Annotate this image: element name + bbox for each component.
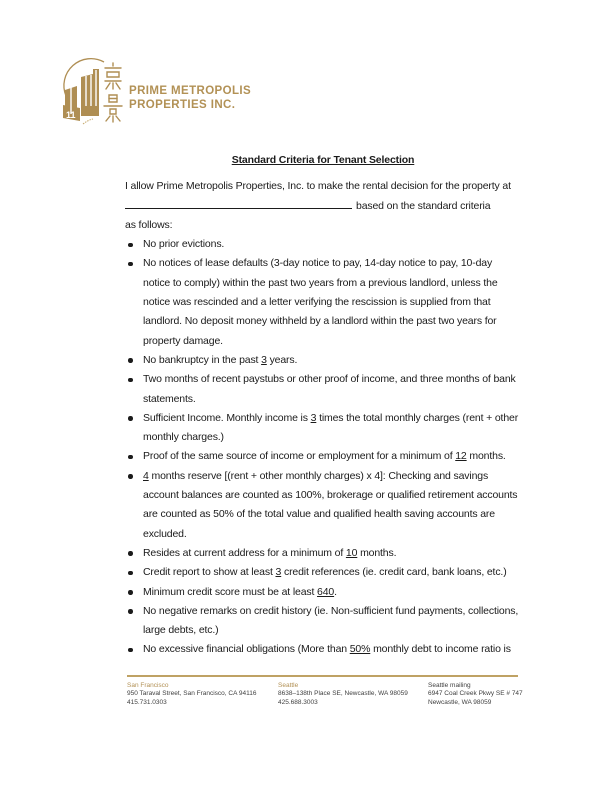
criteria-text: months reserve [(rent + other monthly charges) x 4]: Checking and savings account balances are counted as 100%, brokerage or qualified retirement accounts are counted as 50% of the total value and qualified health saving accounts are excluded. xyxy=(143,469,518,540)
footer-office-line: 6947 Coal Creek Pkwy SE # 747 xyxy=(428,690,523,698)
footer-office-line: 415.731.0303 xyxy=(127,698,167,706)
criteria-underlined-value: 3 xyxy=(261,353,267,366)
criteria-text: No notices of lease defaults (3-day notice to pay, 14-day notice to pay, 10-day notice to comply) within the past two years from a previous landlord, unless the notice was rescinded and a letter verifying the rescission is supplied from that landlord. No deposit money withheld by a landlord within the past two years for property damage. xyxy=(143,257,498,347)
criteria-text: monthly debt to income ratio is xyxy=(370,643,511,656)
footer-divider xyxy=(127,675,518,677)
chinese-character-hao xyxy=(105,63,121,89)
footer-office-column xyxy=(127,682,278,707)
criteria-text: Two months of recent paystubs or other proof of income, and three months of bank statements. xyxy=(143,373,516,405)
criteria-item xyxy=(125,602,521,641)
criteria-underlined-value: 10 xyxy=(345,546,358,559)
criteria-text: Minimum credit score must be at least xyxy=(143,585,318,598)
intro-paragraph xyxy=(125,177,521,235)
footer-office-line: 425.688.3003 xyxy=(278,698,318,706)
criteria-underlined-value: 50% xyxy=(349,643,371,656)
criteria-item xyxy=(125,447,521,466)
criteria-text: No excessive financial obligations (More than xyxy=(143,643,350,656)
criteria-list xyxy=(125,235,521,660)
criteria-text: No prior evictions. xyxy=(143,238,225,251)
criteria-underlined-value: 640 xyxy=(317,585,335,598)
criteria-item xyxy=(125,235,521,254)
criteria-item xyxy=(125,254,521,350)
criteria-text: Resides at current address for a minimum of xyxy=(143,546,346,559)
chinese-character-jing xyxy=(104,95,122,122)
company-wordmark xyxy=(129,84,251,112)
criteria-underlined-value: 4 xyxy=(143,469,149,482)
logo-number: 11 xyxy=(66,110,76,120)
property-address-blank xyxy=(125,198,352,209)
criteria-text: credit references (ie. credit card, bank loans, etc.) xyxy=(281,566,507,579)
criteria-text: Proof of the same source of income or employment for a minimum of xyxy=(143,450,456,463)
criteria-underlined-value: 12 xyxy=(455,450,467,463)
criteria-text: months. xyxy=(357,546,397,559)
company-logo-icon xyxy=(60,56,132,136)
footer-office-column xyxy=(278,682,428,707)
criteria-item xyxy=(125,544,521,563)
company-name-line2: PROPERTIES INC. xyxy=(129,99,236,111)
criteria-item xyxy=(125,583,521,602)
criteria-text: No negative remarks on credit history (ie. Non-sufficient fund payments, collections, large debts, etc.) xyxy=(143,604,519,637)
criteria-item xyxy=(125,640,521,659)
document-content xyxy=(125,151,521,660)
footer-office-name: Seattle xyxy=(278,682,299,689)
intro-line2-suffix: based on the standard criteria xyxy=(356,199,491,212)
footer-offices xyxy=(127,682,547,707)
criteria-underlined-value: 3 xyxy=(310,411,317,424)
criteria-item xyxy=(125,370,521,409)
intro-line1: I allow Prime Metropolis Properties, Inc. to make the rental decision for the property at xyxy=(125,180,511,193)
intro-line3: as follows: xyxy=(125,218,173,231)
footer-office-line: 950 Taraval Street, San Francisco, CA 94116 xyxy=(127,690,257,698)
criteria-text: times the total monthly charges (rent + other monthly charges.) xyxy=(143,411,519,444)
criteria-item xyxy=(125,467,521,544)
criteria-text: Credit report to show at least xyxy=(143,566,276,579)
criteria-text: . xyxy=(334,585,337,598)
footer-office-name: Seattle mailing xyxy=(428,682,471,689)
criteria-underlined-value: 3 xyxy=(275,566,282,579)
company-name-line1: PRIME METROPOLIS xyxy=(129,85,252,97)
criteria-item xyxy=(125,351,521,370)
document-title: Standard Criteria for Tenant Selection xyxy=(231,154,415,166)
footer-office-column xyxy=(428,682,538,707)
footer-office-name: San Francisco xyxy=(127,682,169,689)
criteria-item xyxy=(125,563,521,582)
criteria-text: No bankruptcy in the past xyxy=(143,353,262,366)
criteria-item xyxy=(125,409,521,448)
criteria-text: years. xyxy=(266,353,298,366)
criteria-text: months. xyxy=(466,450,506,463)
footer-office-line: Newcastle, WA 98059 xyxy=(428,698,492,706)
est-mark xyxy=(83,119,93,124)
criteria-text: Sufficient Income. Monthly income is xyxy=(143,411,311,424)
footer-office-line: 8638–138th Place SE, Newcastle, WA 98059 xyxy=(278,690,408,698)
